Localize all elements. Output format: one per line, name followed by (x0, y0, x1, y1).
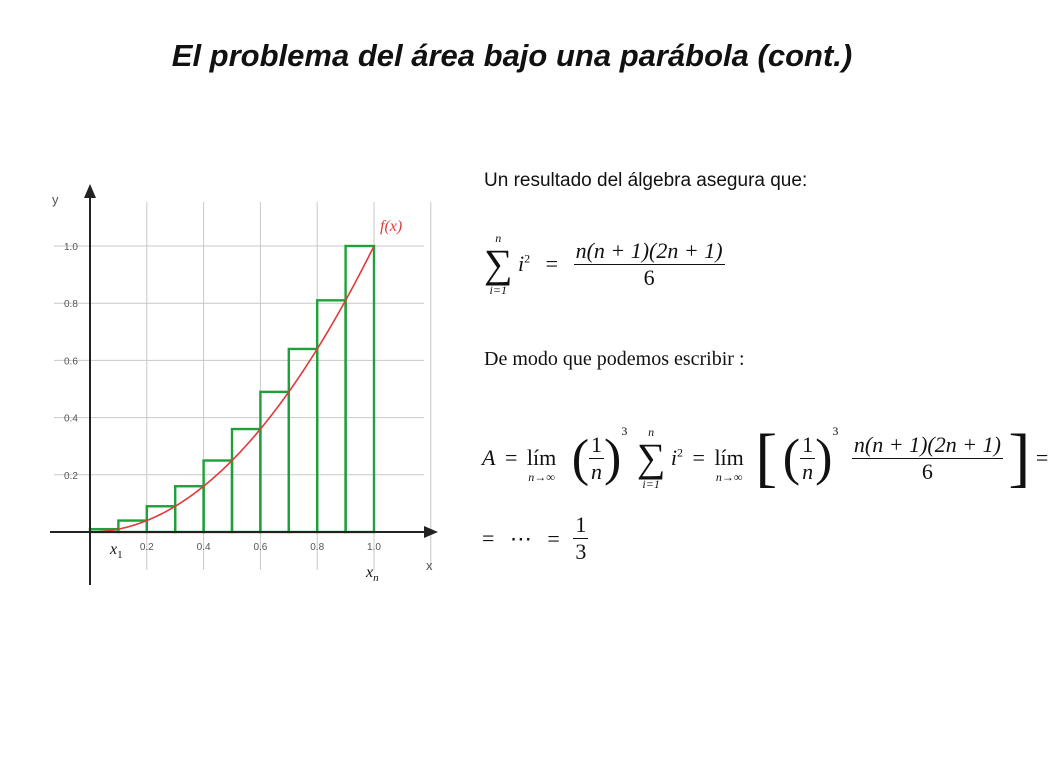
lim-subscript-2: n→∞ (715, 469, 743, 484)
lim-word-2: lím (714, 445, 744, 471)
sum2-exp: 2 (677, 445, 684, 460)
sum2-term: i (670, 445, 678, 470)
sum-exp: 2 (524, 251, 531, 266)
result-numerator: 1 (575, 512, 587, 537)
right-paren-2: ) (815, 429, 833, 487)
cube-exp-1: 3 (621, 424, 628, 439)
sum-upper: n (495, 231, 502, 245)
slide-title: El problema del área bajo una parábola (cont.) (171, 38, 853, 73)
sigma-symbol: ∑ (484, 241, 513, 286)
riemann-rectangle (289, 349, 317, 532)
fraction-numerator-2: n(n + 1)(2n + 1) (853, 431, 1001, 457)
x-tick-label: 1.0 (367, 542, 381, 553)
annotation-x1: $x_1$ (110, 541, 123, 561)
result-formula (482, 512, 588, 565)
ellipsis: ⋯ (509, 525, 532, 551)
right-paren-1: ) (604, 429, 622, 487)
result-denominator: 3 (575, 539, 587, 564)
x-tick-label: 0.4 (196, 542, 211, 553)
y-tick-label: 0.4 (64, 413, 78, 425)
fraction-numerator: n(n + 1)(2n + 1) (575, 237, 723, 263)
axes-layer (50, 184, 438, 585)
sum-term: i (518, 251, 525, 276)
fraction-denominator-2: 6 (852, 458, 1003, 485)
area-chart (40, 180, 450, 600)
ticks-layer (64, 242, 381, 553)
one-over-denominator: n (591, 458, 603, 484)
equals-2: = (504, 445, 518, 470)
x-axis-label: x (426, 558, 433, 573)
one-over-numerator-2: 1 (802, 431, 814, 457)
rectangles-layer (90, 246, 374, 532)
y-axis-label: y (52, 192, 59, 207)
x-tick-label: 0.6 (253, 542, 268, 553)
equals-5: = (547, 525, 560, 551)
equals-4: = (482, 525, 495, 551)
y-tick-label: 0.6 (64, 356, 78, 368)
x-tick-label: 0.8 (310, 542, 325, 553)
riemann-rectangle (317, 300, 345, 532)
y-tick-label: 0.2 (64, 470, 78, 482)
y-axis-arrow (84, 184, 96, 198)
sum2-upper: n (648, 425, 655, 439)
left-paren-1: ( (571, 429, 590, 487)
intro-text: Un resultado del álgebra asegura que: (484, 170, 808, 191)
fraction-denominator: 6 (574, 264, 725, 291)
one-over-denominator-2: n (802, 458, 814, 484)
lim-subscript: n→∞ (528, 469, 555, 484)
left-bracket: [ (755, 421, 778, 494)
lim-word: lím (526, 445, 557, 471)
riemann-rectangle (346, 246, 374, 532)
sum-formula (484, 232, 725, 296)
riemann-rectangle (260, 392, 288, 532)
limit-formula (482, 420, 1048, 496)
curve-label: f(x) (380, 218, 403, 235)
right-bracket: ] (1008, 421, 1031, 494)
sigma-symbol-2: ∑ (636, 435, 666, 480)
x-tick-label: 0.2 (139, 542, 154, 553)
sum2-lower: i=1 (642, 477, 660, 491)
then-text: De modo que podemos escribir : (484, 348, 745, 370)
sum-lower: i=1 (489, 283, 507, 297)
cube-exp-2: 3 (832, 424, 839, 439)
equals-3: = (692, 445, 705, 470)
riemann-rectangle (204, 461, 232, 533)
one-over-numerator: 1 (591, 431, 603, 457)
trailing-equals: = (1035, 445, 1048, 470)
left-paren-2: ( (782, 429, 801, 487)
y-tick-label: 1.0 (64, 242, 78, 253)
riemann-rectangle (175, 486, 203, 532)
area-symbol: A (482, 445, 496, 470)
y-tick-label: 0.8 (64, 299, 78, 311)
equals-1: = (545, 251, 559, 276)
annotation-xn: $x_n$ (366, 564, 379, 584)
